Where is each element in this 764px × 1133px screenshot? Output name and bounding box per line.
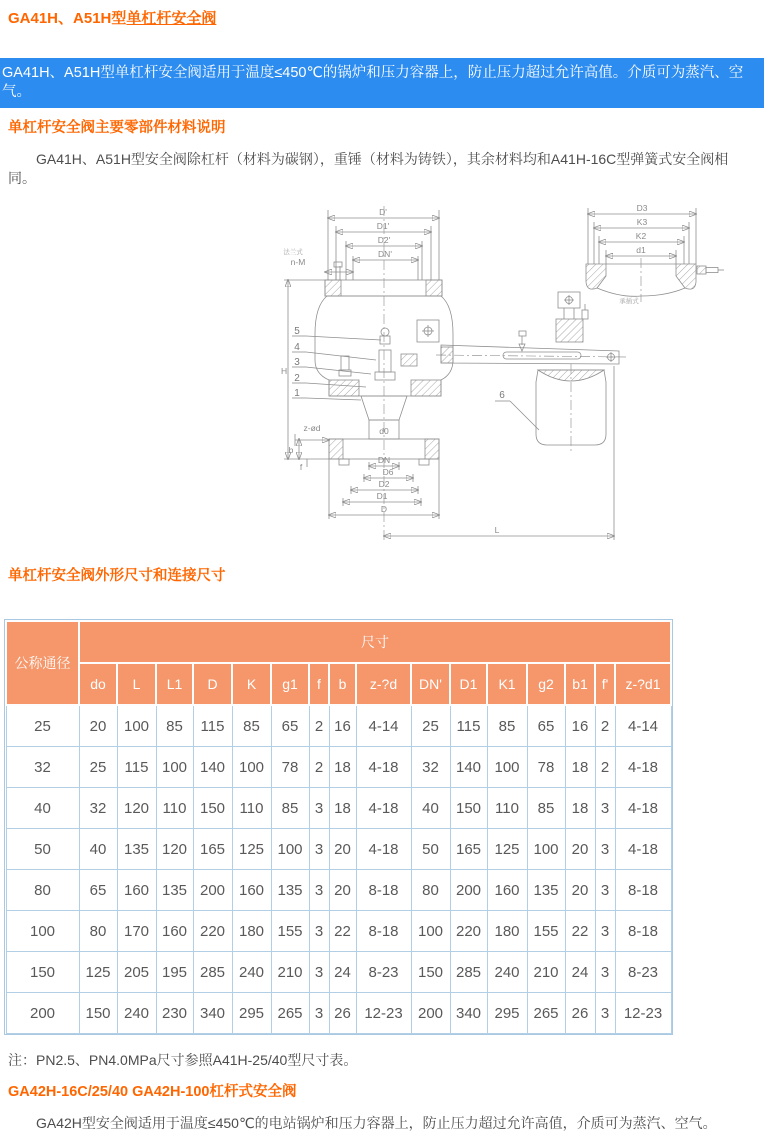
dimension-cell: 22: [565, 911, 595, 952]
col-header-l: L: [117, 663, 156, 705]
dimension-cell: 115: [450, 705, 487, 747]
dimension-cell: 25: [79, 747, 117, 788]
dimension-cell: 295: [487, 993, 527, 1034]
dimension-cell: 200: [450, 870, 487, 911]
dimension-cell: 65: [79, 870, 117, 911]
dimension-cell: 12-23: [615, 993, 671, 1034]
dimension-cell: 85: [271, 788, 309, 829]
dimension-cell: 155: [271, 911, 309, 952]
dimension-cell: 150: [450, 788, 487, 829]
dimension-cell: 3: [309, 993, 329, 1034]
dimension-cell: 8-18: [356, 911, 411, 952]
dimension-cell: 20: [565, 870, 595, 911]
dim-label-d2-prime: D2': [377, 235, 391, 245]
table-row: [6, 705, 671, 747]
dim-label-k2: K2: [635, 231, 647, 241]
row-nominal-diameter: 50: [6, 829, 79, 870]
col-header-g2: g2: [527, 663, 565, 705]
dimension-cell: 135: [117, 829, 156, 870]
table-row: [6, 911, 671, 952]
dimension-cell: 160: [487, 870, 527, 911]
dim-label-d6: D6: [382, 467, 394, 477]
dimension-cell: 110: [487, 788, 527, 829]
part-label-5: 5: [294, 326, 300, 337]
table-row: [6, 993, 671, 1034]
row-nominal-diameter: 32: [6, 747, 79, 788]
dimension-cell: 20: [565, 829, 595, 870]
dimension-cell: 8-23: [356, 952, 411, 993]
col-header-b: b: [329, 663, 356, 705]
col-header-g1: g1: [271, 663, 309, 705]
row-nominal-diameter: 100: [6, 911, 79, 952]
row-nominal-diameter: 80: [6, 870, 79, 911]
dimension-cell: 110: [156, 788, 193, 829]
dimension-cell: 140: [193, 747, 232, 788]
dimension-cell: 125: [79, 952, 117, 993]
dimension-cell: 18: [565, 747, 595, 788]
dimension-cell: 160: [156, 911, 193, 952]
dimension-cell: 16: [565, 705, 595, 747]
col-header-z-d: z-?d: [356, 663, 411, 705]
col-header-k1: K1: [487, 663, 527, 705]
dimension-cell: 195: [156, 952, 193, 993]
dimension-cell: 40: [79, 829, 117, 870]
dimension-cell: 135: [271, 870, 309, 911]
dimension-cell: 265: [271, 993, 309, 1034]
dim-label-h: H: [281, 366, 288, 376]
dimension-cell: 135: [156, 870, 193, 911]
dimension-cell: 180: [232, 911, 271, 952]
dimension-cell: 240: [487, 952, 527, 993]
dimension-cell: 4-14: [356, 705, 411, 747]
dimension-cell: 100: [271, 829, 309, 870]
dimension-cell: 24: [329, 952, 356, 993]
dimension-cell: 295: [232, 993, 271, 1034]
dimension-cell: 3: [309, 829, 329, 870]
page-title-link[interactable]: 单杠杆安全阀: [126, 10, 217, 27]
dimension-cell: 100: [411, 911, 450, 952]
dimension-cell: 4-18: [356, 788, 411, 829]
dim-label-d3: D3: [636, 204, 648, 213]
dimension-cell: 180: [487, 911, 527, 952]
dimension-cell: 80: [411, 870, 450, 911]
dimension-cell: 340: [450, 993, 487, 1034]
dimension-cell: 285: [450, 952, 487, 993]
dimension-cell: 210: [271, 952, 309, 993]
col-header-d1: D1: [450, 663, 487, 705]
dimension-cell: 3: [595, 911, 615, 952]
flange-type-label: 法兰式: [283, 249, 303, 256]
section-materials-heading: 单杠杆安全阀主要零部件材料说明: [8, 120, 226, 136]
dimension-cell: 3: [595, 993, 615, 1034]
row-nominal-diameter: 25: [6, 705, 79, 747]
dimension-cell: 78: [527, 747, 565, 788]
dimension-cell: 20: [329, 870, 356, 911]
dimension-cell: 165: [193, 829, 232, 870]
dimension-cell: 150: [193, 788, 232, 829]
dim-label-d: D: [380, 504, 388, 514]
dimension-cell: 205: [117, 952, 156, 993]
table-row: [6, 747, 671, 788]
section-ga42h-heading: GA42H-16C/25/40 GA42H-100杠杆式安全阀: [8, 1084, 297, 1100]
col-header-z-d1: z-?d1: [615, 663, 671, 705]
part-label-6: 6: [499, 390, 505, 401]
dimension-cell: 50: [411, 829, 450, 870]
row-nominal-diameter: 200: [6, 993, 79, 1034]
dim-label-n-m: n-M: [290, 257, 306, 267]
table-row: [6, 788, 671, 829]
dimension-cell: 8-18: [615, 870, 671, 911]
dimension-cell: 135: [527, 870, 565, 911]
col-header-dn-: DN': [411, 663, 450, 705]
ga42h-paragraph: GA42H型安全阀适用于温度≤450℃的电站锅炉和压力容器上，防止压力超过允许高值，介质可为蒸汽、空气。: [36, 1115, 717, 1131]
dimension-cell: 12-23: [356, 993, 411, 1034]
dimension-cell: 3: [595, 952, 615, 993]
dimension-cell: 150: [79, 993, 117, 1034]
dimension-cell: 18: [329, 747, 356, 788]
dim-label-dn: DN: [377, 455, 391, 465]
dimension-cell: 3: [309, 911, 329, 952]
dimension-cell: 100: [156, 747, 193, 788]
dimension-cell: 4-18: [615, 829, 671, 870]
table-note: 注：PN2.5、PN4.0MPa尺寸参照A41H-25/40型尺寸表。: [8, 1052, 358, 1068]
dimension-cell: 100: [527, 829, 565, 870]
table-row: [6, 952, 671, 993]
dimension-cell: 2: [309, 747, 329, 788]
dimension-cell: 160: [232, 870, 271, 911]
product-page: [0, 10, 764, 1133]
dimension-cell: 3: [309, 952, 329, 993]
dimension-cell: 85: [156, 705, 193, 747]
dimension-cell: 2: [595, 705, 615, 747]
dimension-cell: 150: [411, 952, 450, 993]
dimension-cell: 200: [411, 993, 450, 1034]
col-header-l1: L1: [156, 663, 193, 705]
dim-label-b: b: [288, 445, 294, 455]
col-header-d: D: [193, 663, 232, 705]
dimension-cell: 3: [595, 829, 615, 870]
col-header-f-: f': [595, 663, 615, 705]
dim-label-d1-small: d1: [636, 245, 646, 255]
dimension-cell: 4-14: [615, 705, 671, 747]
intro-banner: GA41H、A51H型单杠杆安全阀适用于温度≤450℃的锅炉和压力容器上，防止压力超过允许高值。介质可为蒸汽、空气。: [0, 58, 764, 108]
dimension-cell: 4-18: [615, 788, 671, 829]
dim-label-d1: D1: [376, 491, 388, 501]
dimension-cell: 85: [232, 705, 271, 747]
dimension-cell: 140: [450, 747, 487, 788]
dimension-cell: 85: [487, 705, 527, 747]
dimensions-table: [5, 620, 672, 1034]
dimension-cell: 265: [527, 993, 565, 1034]
dimension-cell: 65: [527, 705, 565, 747]
dimension-cell: 3: [309, 870, 329, 911]
dimension-cell: 4-18: [615, 747, 671, 788]
dimension-cell: 4-18: [356, 829, 411, 870]
dimension-cell: 25: [411, 705, 450, 747]
dimension-cell: 100: [232, 747, 271, 788]
materials-paragraph: GA41H、A51H型安全阀除杠杆（材料为碳钢），重锤（材料为铸铁），其余材料均和A41H-16C型弹簧式安全阀相同。: [8, 151, 729, 186]
dimension-cell: 22: [329, 911, 356, 952]
dim-label-d1-prime: D1': [376, 221, 390, 231]
dimension-cell: 155: [527, 911, 565, 952]
dimension-cell: 4-18: [356, 747, 411, 788]
table-row: [6, 829, 671, 870]
col-header-k: K: [232, 663, 271, 705]
dimension-cell: 24: [565, 952, 595, 993]
dimension-cell: 2: [595, 747, 615, 788]
dim-label-f: f: [299, 462, 303, 472]
col-header-f: f: [309, 663, 329, 705]
dimension-cell: 120: [156, 829, 193, 870]
dimension-cell: 8-23: [615, 952, 671, 993]
dimension-cell: 3: [595, 870, 615, 911]
part-label-1: 1: [294, 388, 300, 399]
dimension-cell: 18: [565, 788, 595, 829]
dimension-cell: 120: [117, 788, 156, 829]
page-title-prefix: GA41H、A51H型: [8, 10, 127, 27]
dimension-cell: 285: [193, 952, 232, 993]
row-nominal-diameter: 40: [6, 788, 79, 829]
dimension-cell: 340: [193, 993, 232, 1034]
dimension-cell: 32: [411, 747, 450, 788]
part-label-2: 2: [294, 373, 300, 384]
dimension-cell: 20: [329, 829, 356, 870]
dim-label-k3: K3: [636, 217, 648, 227]
dimension-cell: 26: [565, 993, 595, 1034]
part-label-4: 4: [294, 342, 300, 353]
dimension-cell: 65: [271, 705, 309, 747]
dimension-cell: 100: [487, 747, 527, 788]
dimension-cell: 85: [527, 788, 565, 829]
dimension-cell: 160: [117, 870, 156, 911]
dimension-cell: 220: [193, 911, 232, 952]
col-header-nominal-diameter: 公称通径: [6, 621, 79, 705]
dimension-cell: 16: [329, 705, 356, 747]
dimension-cell: 220: [450, 911, 487, 952]
dimension-cell: 18: [329, 788, 356, 829]
section-dimensions-heading: 单杠杆安全阀外形尺寸和连接尺寸: [8, 568, 226, 584]
dimension-cell: 32: [79, 788, 117, 829]
dimension-cell: 40: [411, 788, 450, 829]
valve-drawing-svg: [281, 204, 762, 556]
dim-label-dn-prime: DN': [378, 249, 392, 259]
dimension-cell: 125: [232, 829, 271, 870]
col-header-do: do: [79, 663, 117, 705]
dimensions-table-wrap: [4, 619, 673, 1035]
col-header-size-group: 尺寸: [79, 621, 671, 663]
dimension-cell: 125: [487, 829, 527, 870]
dimension-cell: 240: [232, 952, 271, 993]
col-header-b1: b1: [565, 663, 595, 705]
dimension-cell: 78: [271, 747, 309, 788]
part-label-3: 3: [294, 357, 300, 368]
dimension-cell: 3: [595, 788, 615, 829]
page-title: [8, 10, 756, 28]
valve-technical-drawing: [281, 204, 762, 556]
dimension-cell: 230: [156, 993, 193, 1034]
dimension-cell: 210: [527, 952, 565, 993]
dim-label-l: L: [494, 525, 500, 535]
dim-label-z-od: z-ød: [303, 423, 321, 433]
dimension-cell: 3: [309, 788, 329, 829]
dimension-cell: 170: [117, 911, 156, 952]
dimension-cell: 240: [117, 993, 156, 1034]
row-nominal-diameter: 150: [6, 952, 79, 993]
dim-label-d2: D2: [378, 479, 390, 489]
table-row: [6, 870, 671, 911]
dimension-cell: 100: [117, 705, 156, 747]
dimension-cell: 110: [232, 788, 271, 829]
dimension-cell: 115: [193, 705, 232, 747]
dimension-cell: 115: [117, 747, 156, 788]
dimension-cell: 8-18: [356, 870, 411, 911]
dim-label-d-prime: D': [379, 207, 387, 217]
dimension-cell: 26: [329, 993, 356, 1034]
dimension-cell: 2: [309, 705, 329, 747]
dimension-cell: 8-18: [615, 911, 671, 952]
dimension-cell: 80: [79, 911, 117, 952]
dimension-cell: 20: [79, 705, 117, 747]
dimension-cell: 165: [450, 829, 487, 870]
socket-type-label: 承插式: [619, 298, 639, 305]
dimension-cell: 200: [193, 870, 232, 911]
dim-label-d0: d0: [379, 426, 389, 436]
